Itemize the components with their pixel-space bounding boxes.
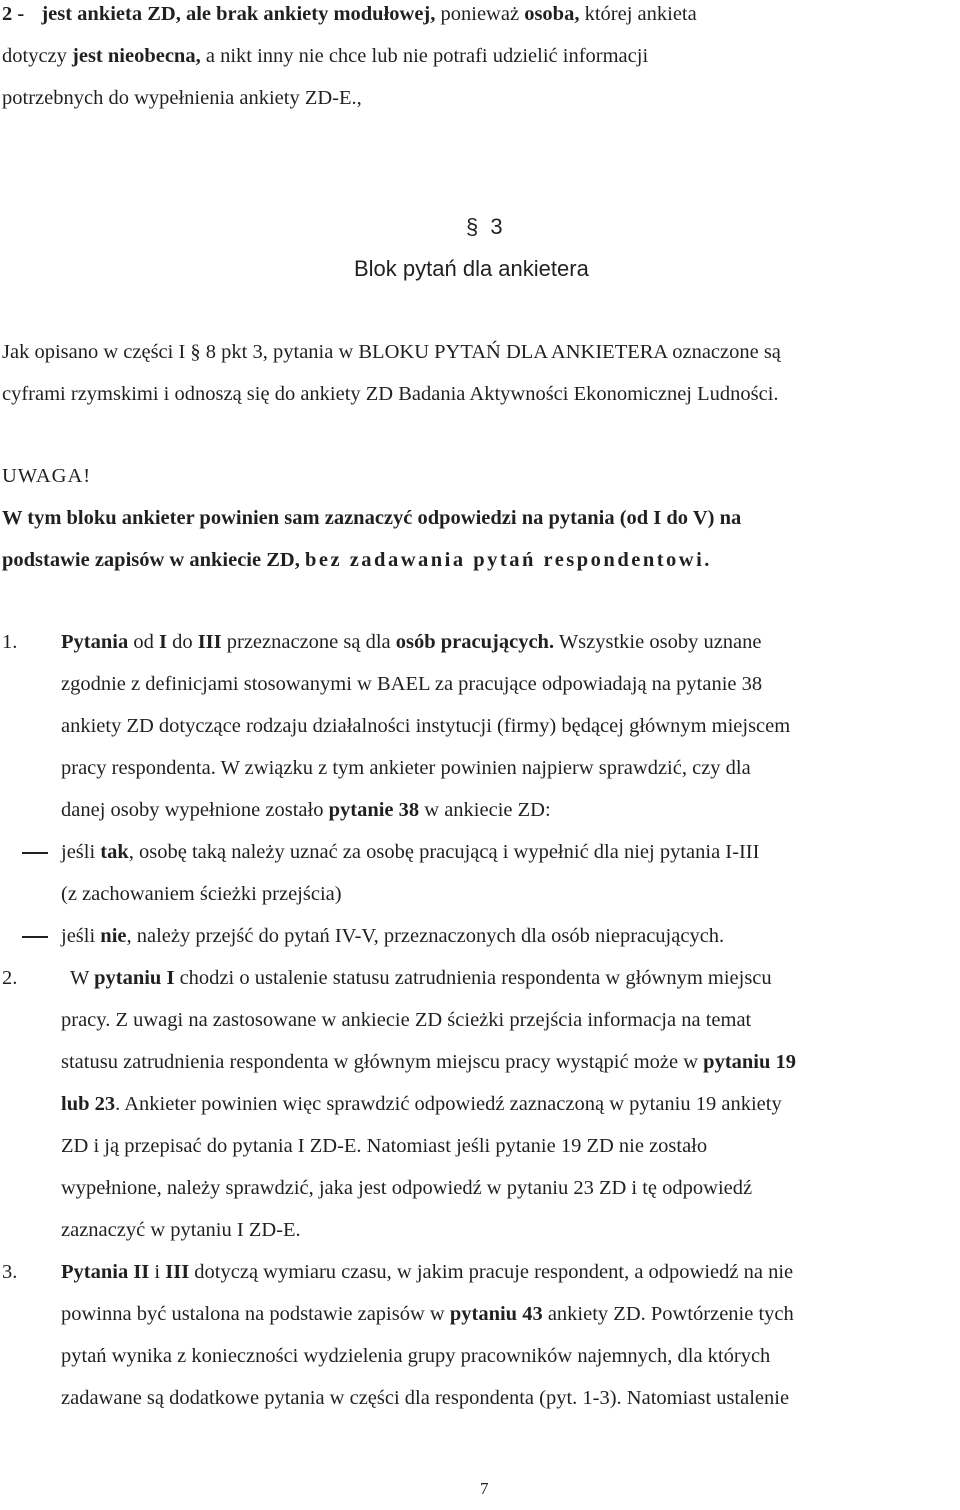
item-1-line-2: zgodnie z definicjami stosowanymi w BAEL za pracujące odpowiadają na pytanie 38 — [61, 673, 763, 695]
intro-marker: 2 - — [2, 3, 25, 25]
item-3-line-4: zadawane są dodatkowe pytania w części dla respondenta (pyt. 1-3). Natomiast ustalenie — [61, 1387, 790, 1409]
dash-bullet — [22, 852, 48, 854]
description-line-2: cyframi rzymskimi i odnoszą się do ankiety ZD Badania Aktywności Ekonomicznej Ludności. — [2, 383, 779, 405]
page-number: 7 — [480, 1479, 489, 1498]
item-1-line-5: danej osoby wypełnione zostało pytanie 38 w ankiecie ZD: — [61, 799, 551, 821]
item-1-dash-2: jeśli nie, należy przejść do pytań IV-V, przeznaczonych dla osób niepracujących. — [61, 925, 725, 947]
item-3-number: 3. — [2, 1261, 18, 1283]
item-1-number: 1. — [2, 631, 18, 653]
description-line-1: Jak opisano w części I § 8 pkt 3, pytania w BLOKU PYTAŃ DLA ANKIETERA oznaczone są — [2, 341, 781, 363]
item-1-line-3: ankiety ZD dotyczące rodzaju działalności instytucji (firmy) będącej głównym miejscem — [61, 715, 791, 737]
section-symbol: § — [466, 214, 479, 239]
item-1-line-4: pracy respondenta. W związku z tym ankieter powinien najpierw sprawdzić, czy dla — [61, 757, 751, 779]
item-2-line-3: statusu zatrudnienia respondenta w głównym miejscu pracy wystąpić może w pytaniu 19 — [61, 1051, 797, 1073]
item-1-dash-1-cont: (z zachowaniem ścieżki przejścia) — [61, 883, 342, 905]
dash-bullet — [22, 936, 48, 938]
item-1-line-1: Pytania od I do III przeznaczone są dla osób pracujących. Wszystkie osoby uznane — [61, 631, 762, 653]
item-2-line-1: W pytaniu I chodzi o ustalenie statusu zatrudnienia respondenta w głównym miejscu — [70, 967, 772, 989]
item-3-line-1: Pytania II i III dotyczą wymiaru czasu, w jakim pracuje respondent, a odpowiedź na nie — [61, 1261, 794, 1283]
item-2-line-4: lub 23. Ankieter powinien więc sprawdzić odpowiedź zaznaczoną w pytaniu 19 ankiety — [61, 1093, 782, 1115]
item-3-line-2: powinna być ustalona na podstawie zapisów w pytaniu 43 ankiety ZD. Powtórzenie tych — [61, 1303, 794, 1325]
section-number: § 3 — [466, 214, 503, 239]
item-2-line-6: wypełnione, należy sprawdzić, jaka jest odpowiedź w pytaniu 23 ZD i tę odpowiedź — [61, 1177, 753, 1199]
note-line-2: podstawie zapisów w ankiecie ZD, bez zadawania pytań respondentowi. — [2, 549, 712, 571]
intro-line-3: potrzebnych do wypełnienia ankiety ZD-E., — [2, 87, 362, 109]
item-1-dash-1: jeśli tak, osobę taką należy uznać za osobę pracującą i wypełnić dla niej pytania I-III — [61, 841, 760, 863]
item-2-line-5: ZD i ją przepisać do pytania I ZD-E. Natomiast jeśli pytanie 19 ZD nie zostało — [61, 1135, 708, 1157]
item-2-number: 2. — [2, 967, 18, 989]
item-2-line-2: pracy. Z uwagi na zastosowane w ankiecie ZD ścieżki przejścia informacja na temat — [61, 1009, 752, 1031]
note-line-1: W tym bloku ankieter powinien sam zaznaczyć odpowiedzi na pytania (od I do V) na — [2, 507, 742, 529]
item-3-line-3: pytań wynika z konieczności wydzielenia grupy pracowników najemnych, dla których — [61, 1345, 771, 1367]
intro-line-2: dotyczy jest nieobecna, a nikt inny nie chce lub nie potrafi udzielić informacji — [2, 45, 649, 67]
intro-line-1: 2 - jest ankieta ZD, ale brak ankiety modułowej, ponieważ osoba, której ankieta — [2, 3, 697, 25]
note-heading: UWAGA! — [2, 465, 92, 487]
item-2-line-7: zaznaczyć w pytaniu I ZD-E. — [61, 1219, 301, 1241]
section-title: Blok pytań dla ankietera — [354, 256, 589, 281]
